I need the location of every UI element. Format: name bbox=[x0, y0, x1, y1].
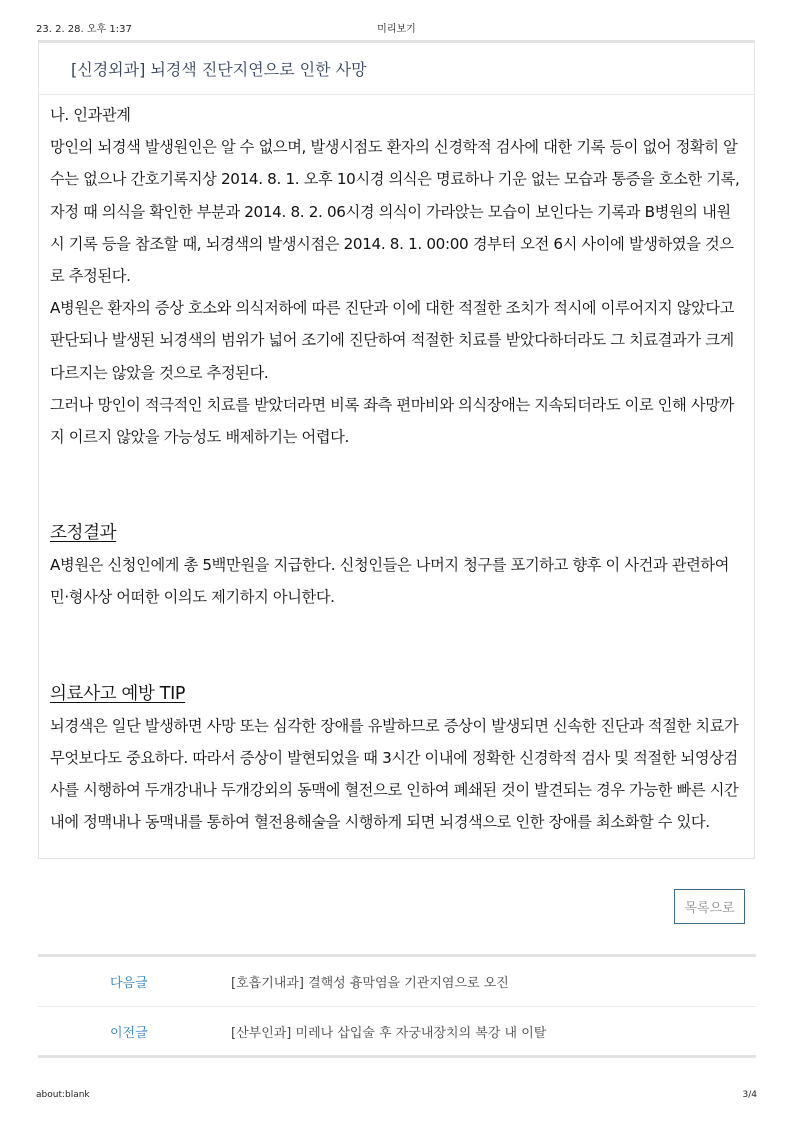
print-datetime: 23. 2. 28. 오후 1:37 bbox=[36, 24, 132, 35]
tip-heading: 의료사고 예방 TIP bbox=[50, 683, 186, 704]
tip-paragraph: 뇌경색은 일단 발생하면 사망 또는 심각한 장애를 유발하므로 증상이 발생되면 신속한 진단과 적절한 치료가 무엇보다도 중요하다. 따라서 증상이 발현되었을 때 3시간 이내에 정확한 신경학적 검사 및 적절한 뇌영상검사를 시행하여 두개강내나 두개강외의 동맥에 혈전으로 인하여 폐쇄된 것이 발견되는 경우 가능한 빠른 시간 내에 정맥내나 동맥내를 통하여 혈전용해술을 시행하게 되면 뇌경색으로 인한 장애를 최소화할 수 있다. bbox=[50, 716, 739, 832]
print-doc-title: 미리보기 bbox=[377, 24, 416, 35]
result-paragraph: A병원은 신청인에게 총 5백만원을 지급한다. 신청인들은 나머지 청구를 포기하고 향후 이 사건과 관련하여 민·형사상 어떠한 이의도 제기하지 아니한다. bbox=[50, 556, 730, 607]
post-navigation bbox=[38, 954, 756, 1058]
print-header bbox=[36, 20, 757, 34]
prev-post-label: 이전글 bbox=[110, 1025, 148, 1041]
spacer bbox=[50, 453, 744, 517]
result-heading: 조정결과 bbox=[50, 523, 117, 544]
print-footer bbox=[36, 1090, 757, 1104]
article-title: [신경외과] 뇌경색 진단지연으로 인한 사망 bbox=[39, 43, 754, 95]
prev-post-row[interactable] bbox=[38, 1006, 756, 1055]
causation-paragraph-1: 망인의 뇌경색 발생원인은 알 수 없으며, 발생시점도 환자의 신경학적 검사에 대한 기록 등이 없어 정확히 알 수는 없으나 간호기록지상 2014. 8. 1. 오후 10시경 의식은 명료하나 기운 없는 모습과 통증을 호소한 기록, 자정 때 의식을 확인한 부분과 2014. 8. 2. 06시경 의식이 가라앉는 모습이 보인다는 기록과 B병원의 내원시 기록 등을 참조할 때, 뇌경색의 발생시점은 2014. 8. 1. 00:00 경부터 오전 6시 사이에 발생하였을 것으로 추정된다. bbox=[50, 138, 740, 286]
list-button[interactable]: 목록으로 bbox=[674, 889, 745, 924]
article-body bbox=[39, 95, 754, 838]
next-post-row[interactable] bbox=[38, 957, 756, 1006]
causation-paragraph-2: A병원은 환자의 증상 호소와 의식저하에 따른 진단과 이에 대한 적절한 조치가 적시에 이루어지지 않았다고 판단되나 발생된 뇌경색의 범위가 넓어 조기에 진단하여 적절한 치료를 받았다하더라도 그 치료결과가 크게 다르지는 않았을 것으로 추정된다. bbox=[50, 299, 735, 382]
next-post-label: 다음글 bbox=[110, 976, 148, 991]
print-url: about:blank bbox=[36, 1090, 90, 1100]
causation-heading: 나. 인과관계 bbox=[50, 106, 131, 124]
next-post-link[interactable]: [호흡기내과] 결핵성 흉막염을 기관지염으로 오진 bbox=[231, 976, 509, 991]
prev-post-link[interactable]: [산부인과] 미레나 삽입술 후 자궁내장치의 복강 내 이탈 bbox=[231, 1025, 547, 1041]
spacer bbox=[50, 614, 744, 678]
print-page-number: 3/4 bbox=[742, 1090, 757, 1100]
article-box bbox=[38, 40, 755, 859]
causation-paragraph-3: 그러나 망인이 적극적인 치료를 받았더라면 비록 좌측 편마비와 의식장애는 지속되더라도 이로 인해 사망까지 이르지 않았을 가능성도 배제하기는 어렵다. bbox=[50, 395, 734, 447]
